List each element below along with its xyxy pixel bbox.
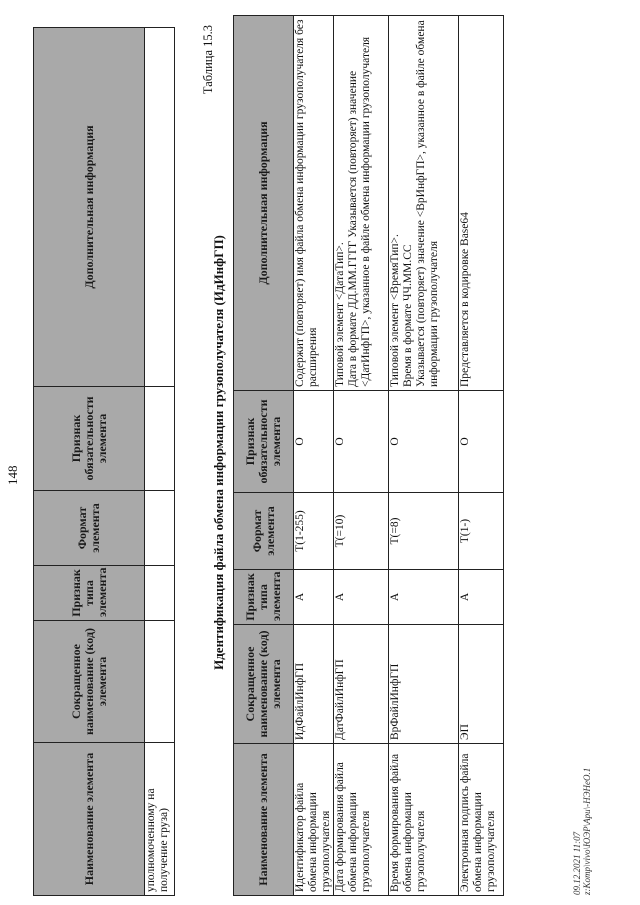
cell-type: А: [294, 570, 334, 625]
table-row: [389, 16, 459, 896]
cell-code: ИдФайлИнфГП: [294, 625, 334, 744]
header-element-info: Дополнительная информация: [34, 28, 145, 387]
info-line: Типовой элемент <ДатаТип>.: [334, 242, 346, 387]
page-number: 148: [5, 465, 20, 485]
section-title: Идентификация файла обмена информации грузополучателя (ИдИнфГП): [211, 235, 226, 670]
cell-type: А: [389, 570, 459, 625]
cell-required: [145, 387, 175, 491]
table-row: [145, 28, 175, 896]
cell-name: Дата формирования файла обмена информации грузополучателя: [334, 744, 389, 896]
cell-info: [145, 28, 175, 387]
cell-code: [145, 621, 175, 743]
cell-required: О: [294, 391, 334, 493]
cell-format: T(1-): [459, 493, 504, 570]
header-element-name: Наименование элемента: [34, 743, 145, 896]
cell-code: ЭП: [459, 625, 504, 744]
element-table: [233, 15, 504, 896]
cell-code: ВрФайлИнфГП: [389, 625, 459, 744]
header-element-required: Признак обязательности элемента: [34, 387, 145, 491]
footer-date: 09.12.2021 11:07: [572, 831, 582, 895]
header-element-type: Признак типа элемента: [34, 566, 145, 621]
cell-type: А: [334, 570, 389, 625]
header-element-type: Признак типа элемента: [234, 570, 294, 625]
header-element-format: Формат элемента: [234, 493, 294, 570]
footer-path: z:Komp\vivo\ЮЭР\Ари\-НЭНеО.1: [582, 767, 592, 895]
info-line: Дата в формате ДД.ММ.ГГГГ Указывается (повторяет) значение <ДатИнфГП>, указанное в файле обмена информации грузополучателя: [347, 36, 372, 387]
header-element-code: Сокращенное наименование (код) элемента: [34, 621, 145, 743]
cell-name: Идентификатор файла обмена информации грузополучателя: [294, 744, 334, 896]
header-element-code: Сокращенное наименование (код) элемента: [234, 625, 294, 744]
cell-format: [145, 491, 175, 566]
info-line: Типовой элемент <ВремяТип>.: [389, 234, 401, 387]
footer-stamp: [572, 768, 592, 895]
cell-required: О: [334, 391, 389, 493]
info-line: Содержит (повторяет) имя файла обмена информации грузополучателя без расширения: [294, 19, 319, 387]
cell-type: А: [459, 570, 504, 625]
info-line: Указывается (повторяет) значение <ВрИнфГП>, указанное в файле обмена информации грузополучателя: [415, 20, 440, 387]
header-element-info: Дополнительная информация: [234, 16, 294, 391]
cell-required: О: [389, 391, 459, 493]
cell-format: T(=10): [334, 493, 389, 570]
cell-format: T(=8): [389, 493, 459, 570]
cell-name: Время формирования файла обмена информации грузополучателя: [389, 744, 459, 896]
continued-table: [33, 27, 175, 896]
table-row: [334, 16, 389, 896]
cell-info: [459, 16, 504, 391]
cell-name: уполномоченному на получение груза): [145, 743, 175, 896]
info-line: Время в формате ЧЧ.ММ.СС: [402, 244, 414, 387]
cell-required: О: [459, 391, 504, 493]
header-element-name: Наименование элемента: [234, 744, 294, 896]
cell-info: [334, 16, 389, 391]
table-row: [459, 16, 504, 896]
header-element-required: Признак обязательности элемента: [234, 391, 294, 493]
cell-info: [294, 16, 334, 391]
cell-code: ДатФайлИнфГП: [334, 625, 389, 744]
cell-name: Электронная подпись файла обмена информации грузополучателя: [459, 744, 504, 896]
cell-format: T(1-255): [294, 493, 334, 570]
info-line: Представляется в кодировке Base64: [459, 212, 471, 387]
header-element-format: Формат элемента: [34, 491, 145, 566]
table-caption: Таблица 15.3: [201, 25, 215, 95]
cell-info: [389, 16, 459, 391]
table-row: [294, 16, 334, 896]
cell-type: [145, 566, 175, 621]
